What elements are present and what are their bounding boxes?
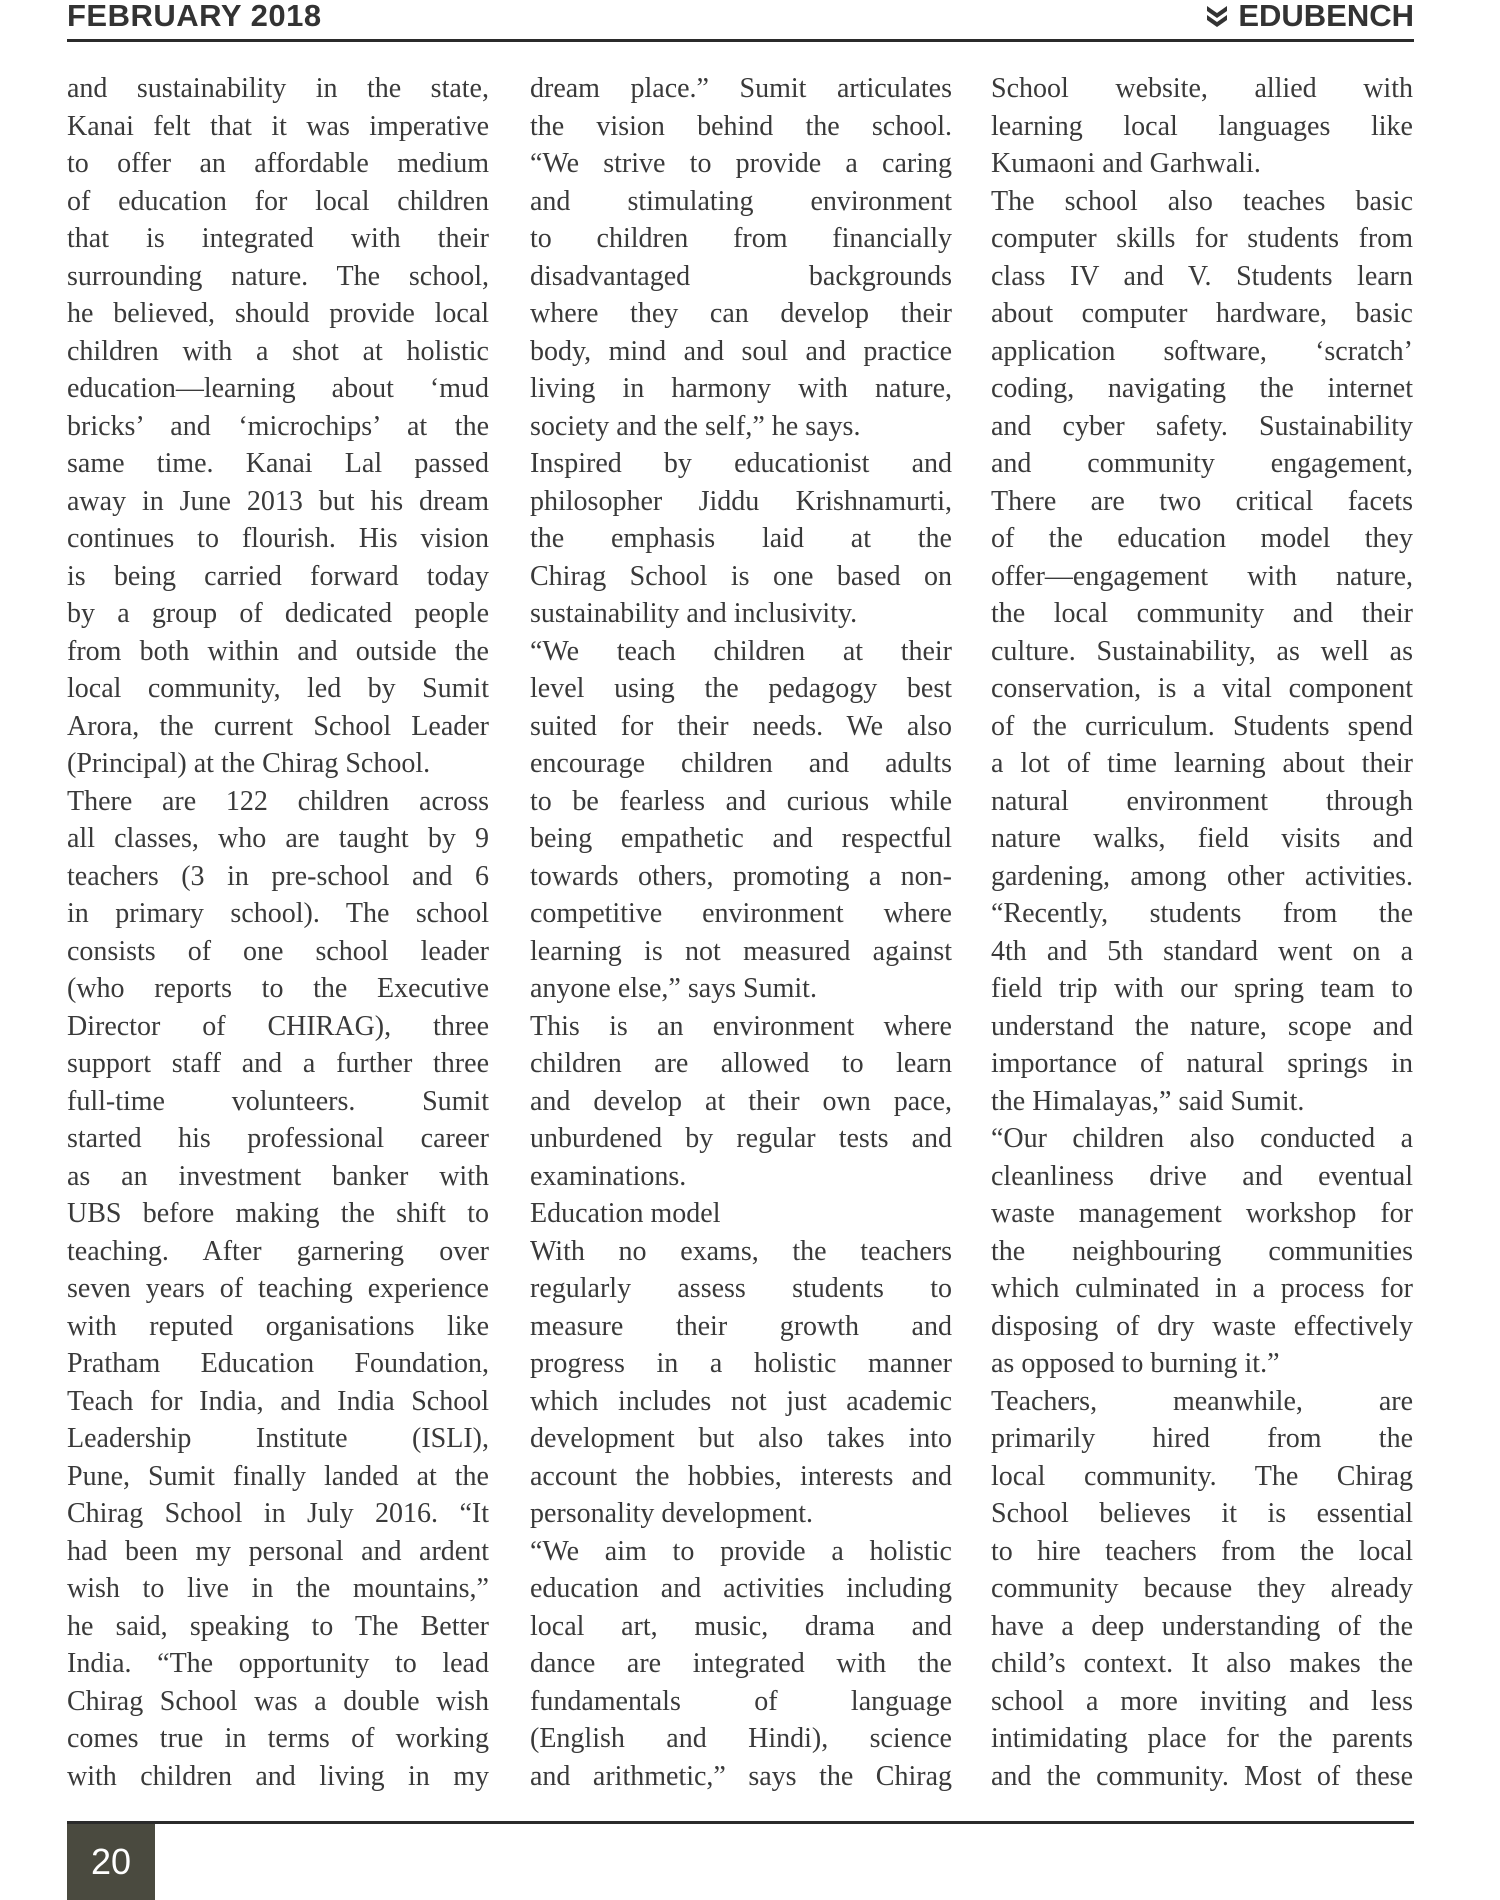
text-line: the local community and their [991, 598, 1413, 629]
text-line: learning is not measured against [530, 935, 952, 967]
text-line: of the curriculum. Students spend [991, 710, 1413, 742]
brand [1206, 0, 1414, 36]
text-line: account the hobbies, interests and [530, 1460, 952, 1492]
text-line: primarily hired from the [991, 1423, 1413, 1454]
text-line: body, mind and soul and practice [530, 335, 952, 367]
text-line: cleanliness drive and eventual [991, 1160, 1413, 1192]
text-line: the Himalayas,” said Sumit. [991, 1085, 1305, 1117]
text-line: culture. Sustainability, as well as [991, 635, 1413, 667]
text-line: of education for local children [67, 185, 489, 217]
text-line: to hire teachers from the local [991, 1535, 1413, 1567]
text-line: nature walks, field visits and [991, 823, 1413, 854]
text-line: This is an environment where [530, 1010, 952, 1042]
text-line: dream place.” Sumit articulates [530, 73, 952, 104]
text-line: bricks’ and ‘microchips’ at the [67, 410, 489, 442]
text-line: UBS before making the shift to [67, 1198, 489, 1229]
text-line: “We strive to provide a caring [530, 148, 952, 179]
text-line: as opposed to burning it.” [991, 1348, 1280, 1379]
text-line: that is integrated with their [67, 223, 489, 254]
text-line: class IV and V. Students learn [991, 260, 1413, 292]
text-line: wish to live in the mountains,” [67, 1573, 489, 1604]
text-line: with children and living in my [67, 1760, 489, 1792]
text-line: a lot of time learning about their [991, 748, 1413, 779]
text-line: and develop at their own pace, [530, 1085, 952, 1117]
text-line: which culminated in a process for [991, 1273, 1413, 1304]
text-line: Chirag School was a double wish [67, 1685, 489, 1717]
text-line: School website, allied with [991, 73, 1413, 104]
text-line: and community engagement, [991, 448, 1413, 479]
text-line: teachers (3 in pre-school and 6 [67, 860, 489, 892]
text-line: children with a shot at holistic [67, 335, 489, 367]
text-line: school a more inviting and less [991, 1685, 1413, 1717]
text-line: Director of CHIRAG), three [67, 1010, 489, 1042]
text-line: 4th and 5th standard went on a [991, 935, 1413, 967]
text-line: development but also takes into [530, 1423, 952, 1454]
text-line: With no exams, the teachers [530, 1235, 952, 1267]
column-1 [67, 70, 489, 1795]
text-line: is being carried forward today [67, 560, 489, 592]
text-line: intimidating place for the parents [991, 1723, 1413, 1754]
text-line: education—learning about ‘mud [67, 373, 489, 404]
text-line: the neighbouring communities [991, 1235, 1413, 1267]
text-line: full-time volunteers. Sumit [67, 1085, 489, 1117]
text-line: suited for their needs. We also [530, 710, 952, 742]
text-line: India. “The opportunity to lead [67, 1648, 489, 1679]
text-line: local community, led by Sumit [67, 673, 489, 704]
text-line: Pune, Sumit finally landed at the [67, 1460, 489, 1492]
text-line: disposing of dry waste effectively [991, 1310, 1413, 1342]
text-line: field trip with our spring team to [991, 973, 1413, 1004]
page-number: 20 [67, 1824, 155, 1900]
text-line: Teachers, meanwhile, are [991, 1385, 1413, 1417]
text-line: child’s context. It also makes the [991, 1648, 1413, 1679]
text-line: encourage children and adults [530, 748, 952, 779]
text-line: The school also teaches basic [991, 185, 1413, 217]
text-line: with reputed organisations like [67, 1310, 489, 1342]
text-line: learning local languages like [991, 110, 1413, 142]
text-line: “Recently, students from the [991, 898, 1413, 929]
text-line: Education model [530, 1198, 721, 1229]
text-line: from both within and outside the [67, 635, 489, 667]
text-line: of the education model they [991, 523, 1413, 554]
brand-name: EDUBENCH [1238, 0, 1414, 33]
text-line: the vision behind the school. [530, 110, 952, 142]
text-line: application software, ‘scratch’ [991, 335, 1413, 367]
text-line: Inspired by educationist and [530, 448, 952, 479]
text-line: away in June 2013 but his dream [67, 485, 489, 517]
text-line: as an investment banker with [67, 1160, 489, 1192]
text-line: consists of one school leader [67, 935, 489, 967]
text-line: and arithmetic,” says the Chirag [530, 1760, 952, 1792]
text-line: Chirag School is one based on [530, 560, 952, 592]
text-line: gardening, among other activities. [991, 860, 1413, 892]
text-line: society and the self,” he says. [530, 410, 861, 442]
text-line: (Principal) at the Chirag School. [67, 748, 431, 779]
text-line: “We teach children at their [530, 635, 952, 667]
text-line: and stimulating environment [530, 185, 952, 217]
header-rule [67, 39, 1414, 42]
text-line: personality development. [530, 1498, 814, 1529]
text-line: disadvantaged backgrounds [530, 260, 952, 292]
text-line: he said, speaking to The Better [67, 1610, 489, 1642]
text-line: Arora, the current School Leader [67, 710, 489, 742]
text-line: There are 122 children across [67, 785, 489, 817]
text-line: “Our children also conducted a [991, 1123, 1413, 1154]
text-line: anyone else,” says Sumit. [530, 973, 817, 1004]
text-line: computer skills for students from [991, 223, 1413, 254]
text-line: level using the pedagogy best [530, 673, 952, 704]
text-line: by a group of dedicated people [67, 598, 489, 629]
text-line: coding, navigating the internet [991, 373, 1413, 404]
text-line: started his professional career [67, 1123, 489, 1154]
text-line: where they can develop their [530, 298, 952, 329]
text-line: local community. The Chirag [991, 1460, 1413, 1492]
text-line: and cyber safety. Sustainability [991, 410, 1413, 442]
text-line: (English and Hindi), science [530, 1723, 952, 1754]
text-line: being empathetic and respectful [530, 823, 952, 854]
text-line: conservation, is a vital component [991, 673, 1413, 704]
text-line: understand the nature, scope and [991, 1010, 1413, 1042]
text-line: to children from financially [530, 223, 952, 254]
text-line: community because they already [991, 1573, 1413, 1604]
text-line: towards others, promoting a non- [530, 860, 952, 892]
text-line: Pratham Education Foundation, [67, 1348, 489, 1379]
text-line: in primary school). The school [67, 898, 489, 929]
text-line: sustainability and inclusivity. [530, 598, 858, 629]
text-line: waste management workshop for [991, 1198, 1413, 1229]
text-line: he believed, should provide local [67, 298, 489, 329]
text-line: measure their growth and [530, 1310, 952, 1342]
edubench-logo-icon [1206, 4, 1228, 28]
text-line: continues to flourish. His vision [67, 523, 489, 554]
text-line: and the community. Most of these [991, 1760, 1413, 1792]
text-line: progress in a holistic manner [530, 1348, 952, 1379]
text-line: There are two critical facets [991, 485, 1413, 517]
text-line: School believes it is essential [991, 1498, 1413, 1529]
text-line: Kanai felt that it was imperative [67, 110, 489, 142]
text-line: (who reports to the Executive [67, 973, 489, 1004]
issue-date: FEBRUARY 2018 [67, 0, 322, 33]
text-line: education and activities including [530, 1573, 952, 1604]
text-line: regularly assess students to [530, 1273, 952, 1304]
text-line: Teach for India, and India School [67, 1385, 489, 1417]
text-line: surrounding nature. The school, [67, 260, 489, 292]
text-line: dance are integrated with the [530, 1648, 952, 1679]
text-line: the emphasis laid at the [530, 523, 952, 554]
column-3 [991, 70, 1413, 1795]
text-line: teaching. After garnering over [67, 1235, 489, 1267]
footer-rule [67, 1821, 1414, 1824]
text-line: which includes not just academic [530, 1385, 952, 1417]
text-line: support staff and a further three [67, 1048, 489, 1079]
text-line: unburdened by regular tests and [530, 1123, 952, 1154]
text-line: same time. Kanai Lal passed [67, 448, 489, 479]
column-2 [530, 70, 952, 1795]
text-line: importance of natural springs in [991, 1048, 1413, 1079]
text-line: examinations. [530, 1160, 687, 1192]
text-line: natural environment through [991, 785, 1413, 817]
text-line: children are allowed to learn [530, 1048, 952, 1079]
text-line: comes true in terms of working [67, 1723, 489, 1754]
text-line: had been my personal and ardent [67, 1535, 489, 1567]
text-line: local art, music, drama and [530, 1610, 952, 1642]
text-line: Leadership Institute (ISLI), [67, 1423, 489, 1454]
text-line: seven years of teaching experience [67, 1273, 489, 1304]
text-line: and sustainability in the state, [67, 73, 489, 104]
text-line: have a deep understanding of the [991, 1610, 1413, 1642]
text-line: competitive environment where [530, 898, 952, 929]
text-line: to be fearless and curious while [530, 785, 952, 817]
text-line: living in harmony with nature, [530, 373, 952, 404]
text-line: fundamentals of language [530, 1685, 952, 1717]
text-line: Kumaoni and Garhwali. [991, 148, 1261, 179]
text-line: philosopher Jiddu Krishnamurti, [530, 485, 952, 517]
text-line: offer—engagement with nature, [991, 560, 1413, 592]
text-line: Chirag School in July 2016. “It [67, 1498, 489, 1529]
text-line: “We aim to provide a holistic [530, 1535, 952, 1567]
text-line: to offer an affordable medium [67, 148, 489, 179]
text-line: about computer hardware, basic [991, 298, 1413, 329]
text-line: all classes, who are taught by 9 [67, 823, 489, 854]
